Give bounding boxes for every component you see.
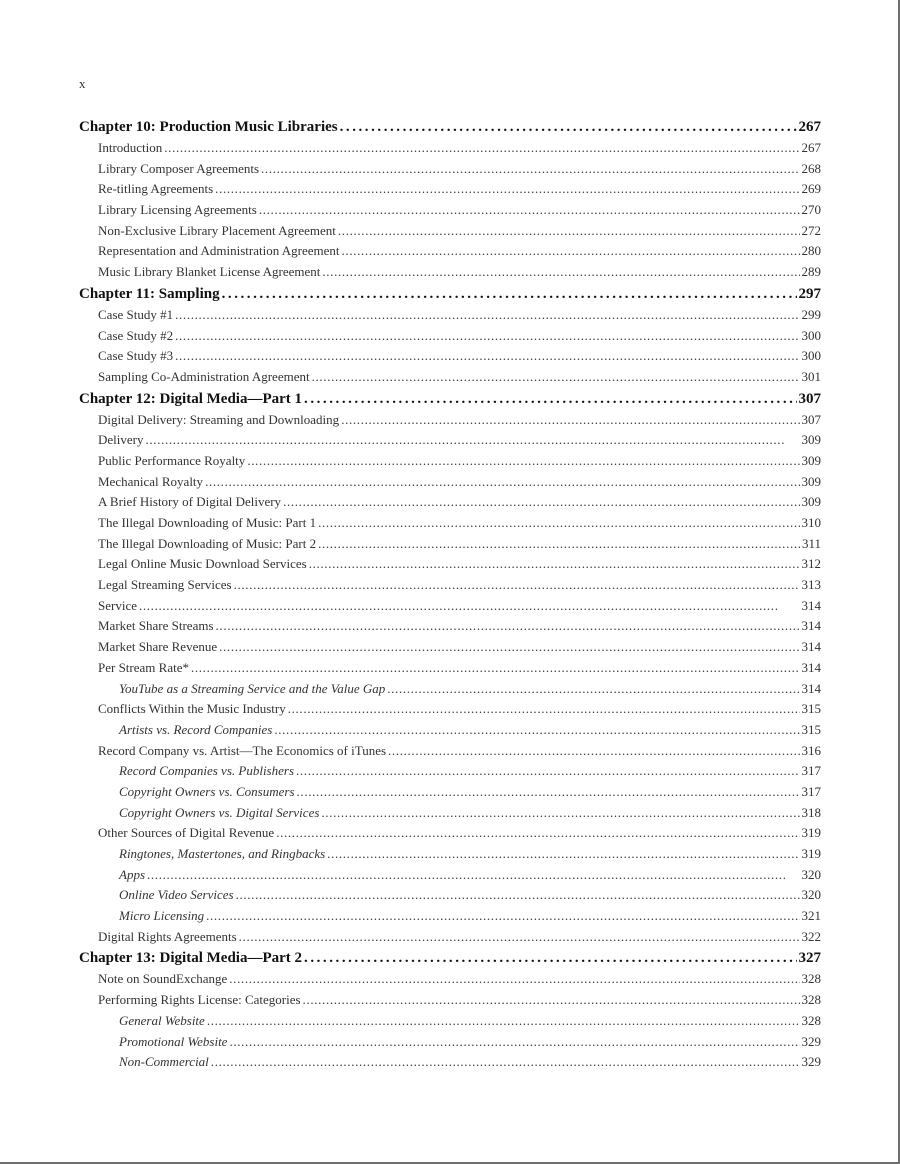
entry-title: Mechanical Royalty [98,473,204,489]
dot-leader [145,430,799,451]
entry-page-number: 320 [801,887,821,903]
dot-leader [341,410,799,431]
toc-section-entry [79,534,821,555]
entry-page-number: 328 [801,971,821,987]
entry-page-number: 314 [801,618,821,634]
entry-title: Micro Licensing [119,908,205,924]
toc-subsection-entry [79,761,821,782]
chapter-page-number: 327 [798,950,821,967]
entry-title: A Brief History of Digital Delivery [98,494,282,510]
toc-section-entry [79,616,821,637]
toc-section-entry [79,927,821,948]
entry-page-number: 309 [801,452,821,468]
entry-page-number: 329 [801,1054,821,1070]
toc-section-entry [79,200,821,221]
dot-leader [387,679,799,700]
entry-title: Artists vs. Record Companies [119,721,273,737]
entry-title: Copyright Owners vs. Digital Services [119,804,320,820]
dot-leader [147,865,800,886]
entry-page-number: 322 [801,928,821,944]
entry-page-number: 314 [801,659,821,675]
toc-section-entry [79,179,821,200]
entry-title: Online Video Services [119,887,234,903]
dot-leader [276,823,799,844]
entry-title: Delivery [98,432,144,448]
entry-page-number: 319 [801,846,821,861]
dot-leader [318,513,799,534]
toc-section-entry [79,241,821,262]
dot-leader [222,283,797,305]
entry-page-number: 315 [801,701,821,717]
entry-title: Non-Commercial [119,1054,209,1070]
dot-leader [388,741,799,762]
toc-subsection-entry [79,1032,821,1053]
entry-page-number: 300 [801,348,821,364]
chapter-block [79,947,821,1072]
dot-leader [283,492,799,513]
toc-subsection-entry [79,720,821,741]
dot-leader [216,616,800,637]
entry-title: Record Companies vs. Publishers [119,763,294,779]
toc-section-entry [79,305,821,326]
dot-leader [229,969,799,990]
toc-subsection-entry [79,782,821,803]
dot-leader [211,1052,800,1073]
toc-section-entry [79,138,821,159]
entry-title: Case Study #3 [98,348,174,364]
dot-leader [312,367,800,388]
entry-title: The Illegal Downloading of Music: Part 1 [98,515,317,530]
entry-title: Apps [119,866,145,882]
chapter-block [79,388,821,948]
entry-page-number: 311 [801,535,821,551]
entry-page-number: 280 [801,243,821,259]
dot-leader [229,1032,799,1053]
entry-page-number: 314 [801,680,821,696]
entry-title: Case Study #2 [98,327,174,343]
dot-leader [338,221,800,242]
entry-page-number: 314 [801,639,821,655]
entry-page-number: 299 [801,306,821,322]
chapter-block [79,116,821,283]
entry-title: YouTube as a Streaming Service and the Value Gap [119,680,386,696]
toc-subsection-entry [79,885,821,906]
entry-title: Promotional Website [119,1033,228,1049]
dot-leader [327,844,799,865]
dot-leader [309,554,800,575]
entry-title: Service [98,597,137,613]
toc-section-entry [79,637,821,658]
entry-title: Market Share Streams [98,618,214,634]
entry-title: Conflicts Within the Music Industry [98,701,286,717]
dot-leader [207,1011,800,1032]
dot-leader [239,927,800,948]
toc-section-entry [79,159,821,180]
dot-leader [340,116,797,138]
entry-page-number: 307 [801,411,821,427]
entry-page-number: 318 [801,804,821,820]
toc-subsection-entry [79,906,821,927]
dot-leader [296,761,800,782]
entry-title: Sampling Co-Administration Agreement [98,368,310,384]
entry-page-number: 315 [801,721,821,737]
dot-leader [318,534,800,555]
entry-title: Ringtones, Mastertones, and Ringbacks [119,846,326,861]
toc-section-entry [79,346,821,367]
chapter-heading [79,116,821,138]
chapter-title: Chapter 11: Sampling [79,285,220,302]
table-of-contents [79,116,821,1073]
toc-section-entry [79,221,821,242]
entry-title: General Website [119,1012,205,1028]
toc-section-entry [79,326,821,347]
entry-page-number: 316 [801,742,821,758]
dot-leader [139,596,800,617]
toc-subsection-entry [79,1011,821,1032]
dot-leader [247,451,799,472]
toc-section-entry [79,492,821,513]
toc-section-entry [79,990,821,1011]
entry-page-number: 328 [801,1012,821,1028]
page-number-folio: x [79,76,86,91]
toc-section-entry [79,575,821,596]
dot-leader [288,699,800,720]
entry-page-number: 270 [801,202,821,218]
toc-section-entry [79,596,821,617]
entry-page-number: 317 [801,763,821,779]
toc-subsection-entry [79,679,821,700]
dot-leader [322,262,799,283]
entry-title: Performing Rights License: Categories [98,992,301,1008]
dot-leader [261,159,799,180]
entry-title: Non-Exclusive Library Placement Agreement [98,222,336,238]
entry-title: Record Company vs. Artist—The Economics of iTunes [98,742,387,758]
toc-section-entry [79,969,821,990]
chapter-title: Chapter 13: Digital Media—Part 2 [79,950,303,967]
entry-page-number: 269 [801,181,821,197]
dot-leader [321,803,799,824]
entry-title: Music Library Blanket License Agreement [98,264,321,280]
entry-title: The Illegal Downloading of Music: Part 2 [98,535,317,551]
entry-title: Introduction [98,140,163,155]
entry-title: Case Study #1 [98,306,174,322]
toc-subsection-entry [79,803,821,824]
dot-leader [175,326,799,347]
entry-page-number: 314 [801,597,821,613]
chapter-page-number: 307 [798,390,821,407]
toc-section-entry [79,430,821,451]
dot-leader [304,388,796,410]
entry-title: Legal Online Music Download Services [98,556,307,572]
chapter-page-number: 297 [798,285,821,302]
entry-page-number: 328 [801,992,821,1008]
entry-page-number: 319 [801,825,821,841]
entry-title: Legal Streaming Services [98,577,232,593]
dot-leader [219,637,799,658]
chapter-block [79,283,821,388]
chapter-heading [79,388,821,410]
entry-title: Digital Rights Agreements [98,928,237,944]
toc-section-entry [79,410,821,431]
entry-title: Other Sources of Digital Revenue [98,825,275,841]
toc-section-entry [79,554,821,575]
entry-page-number: 313 [801,577,821,593]
toc-section-entry [79,367,821,388]
toc-subsection-entry [79,844,821,865]
toc-section-entry [79,513,821,534]
entry-title: Re-titling Agreements [98,181,214,197]
toc-section-entry [79,658,821,679]
chapter-page-number: 267 [798,119,821,135]
chapter-heading [79,947,821,969]
chapter-title: Chapter 12: Digital Media—Part 1 [79,390,303,407]
dot-leader [205,472,799,493]
dot-leader [206,906,799,927]
toc-section-entry [79,451,821,472]
entry-title: Library Licensing Agreements [98,202,257,218]
toc-subsection-entry [79,1052,821,1073]
dot-leader [191,658,800,679]
toc-section-entry [79,472,821,493]
entry-page-number: 300 [801,327,821,343]
toc-section-entry [79,741,821,762]
chapter-title: Chapter 10: Production Music Libraries [79,119,338,135]
entry-title: Digital Delivery: Streaming and Downloading [98,411,340,427]
entry-page-number: 312 [801,556,821,572]
entry-page-number: 310 [801,515,821,530]
entry-page-number: 329 [801,1033,821,1049]
dot-leader [259,200,800,221]
entry-page-number: 289 [801,264,821,280]
entry-title: Note on SoundExchange [98,971,228,987]
entry-title: Per Stream Rate* [98,659,189,675]
entry-page-number: 321 [801,908,821,924]
dot-leader [303,990,800,1011]
toc-section-entry [79,262,821,283]
dot-leader [175,305,799,326]
toc-section-entry [79,699,821,720]
entry-title: Market Share Revenue [98,639,218,655]
entry-title: Copyright Owners vs. Consumers [119,783,295,799]
entry-page-number: 267 [801,140,821,155]
dot-leader [304,947,796,969]
dot-leader [274,720,799,741]
entry-page-number: 272 [801,222,821,238]
toc-section-entry [79,823,821,844]
toc-subsection-entry [79,865,821,886]
dot-leader [175,346,799,367]
dot-leader [342,241,800,262]
dot-leader [164,138,799,159]
entry-page-number: 309 [801,473,821,489]
entry-title: Public Performance Royalty [98,452,246,468]
entry-page-number: 301 [801,368,821,384]
entry-page-number: 309 [801,494,821,510]
entry-title: Representation and Administration Agreement [98,243,340,259]
entry-page-number: 317 [801,783,821,799]
dot-leader [236,885,800,906]
entry-page-number: 320 [801,866,821,882]
entry-title: Library Composer Agreements [98,160,260,176]
dot-leader [297,782,800,803]
entry-page-number: 268 [801,160,821,176]
dot-leader [234,575,800,596]
entry-page-number: 309 [801,432,821,448]
chapter-heading [79,283,821,305]
dot-leader [215,179,799,200]
